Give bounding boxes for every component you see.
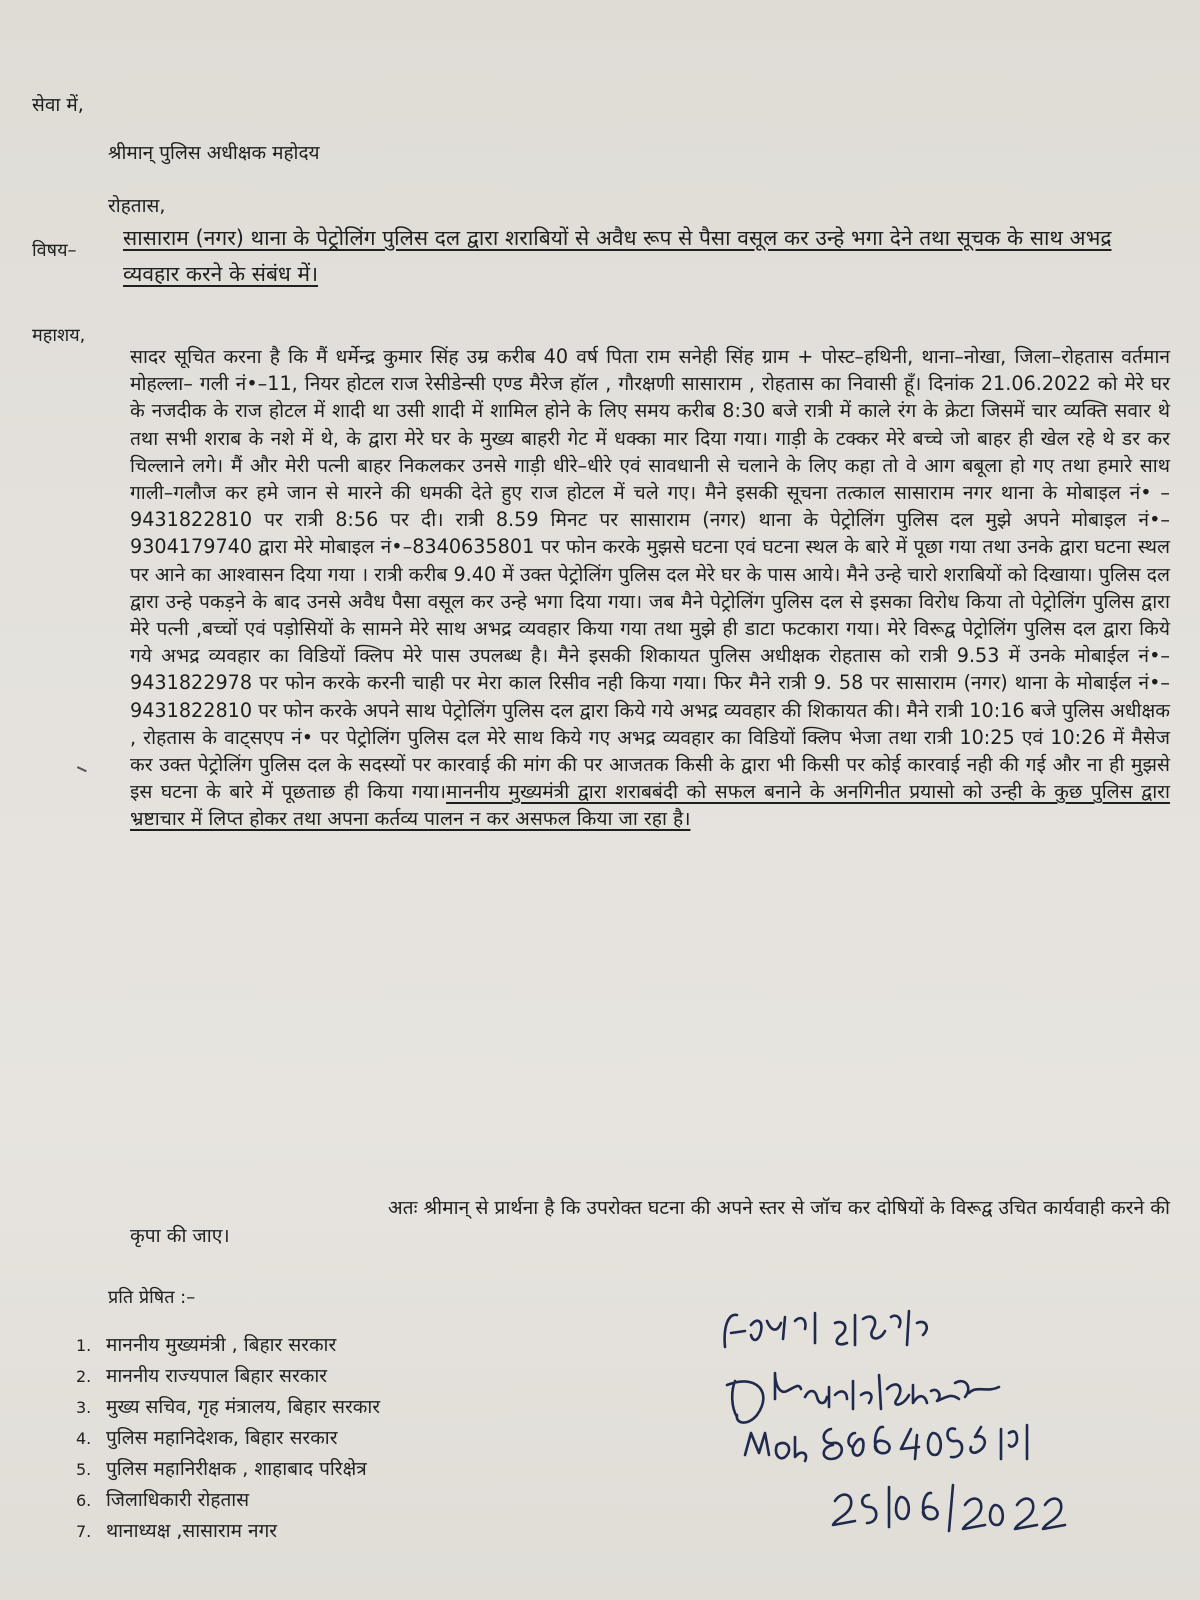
cc-item: 3. मुख्य सचिव, गृह मंत्रालय, बिहार सरकार [76,1396,381,1418]
addressee-location: रोहतास, [108,195,166,217]
body-paragraph: सादर सूचित करना है कि मैं धर्मेन्द्र कुमार सिंह उम्र करीब 40 वर्ष पिता राम सनेही सिंह ग्राम + पोस्ट–हथिनी, थाना–नोखा, जिला–रोहतास वर्तमान मोहल्ला– गली नं•–11, नियर होटल राज रेसीडेन्सी एण्ड मैरेज हॉल , गौरक्षणी सासाराम , रोहतास का निवासी हूँ। दिनांक 21.06.2022 को मेरे घर के नजदीक के राज होटल में शादी था उसी शादी में शामिल होने के लिए समय करीब 8:30 बजे रात्री में काले रंग के क्रेटा जिसमें चार व्यक्ति सवार थे तथा सभी शराब के नशे में थे, के द्वारा मेरे घर के मुख्य बाहरी गेट में धक्का मार दिया गया। गाड़ी के टक्कर मेरे बच्चे जो बाहर ही खेल रहे थे डर कर चिल्लाने लगे। मैं और मेरी पत्नी बाहर निकलकर उनसे गाड़ी धीरे–धीरे एवं सावधानी से चलाने के लिए कहा तो वे आग बबूला हो गए तथा हमारे साथ गाली–गलौज कर हमे जान से मारने की धमकी देते हुए राज होटल में चले गए। मैने इसकी सूचना तत्काल सासाराम नगर थाना के मोबाइल नं• – 9431822810 पर रात्री 8:56 पर दी। रात्री 8.59 मिनट पर सासाराम (नगर) थाना के पेट्रोलिंग पुलिस दल मुझे अपने मोबाइल नं•– 9304179740 द्वारा मेरे मोबाइल नं•–8340635801 पर फोन करके मुझसे घटना एवं घटना स्थल के बारे में पूछा गया तथा उनके द्वारा घटना स्थल पर आने का आश्वासन दिया गया । रात्री करीब 9.40 में उक्त पेट्रोलिंग पुलिस दल मेरे घर के पास आये। मैने उन्हे चारो शराबियों को दिखाया। पुलिस दल द्वारा उन्हे पकड़ने के बाद उनसे अवैध पैसा वसूल कर उन्हे भगा दिया गया। जब मैने पेट्रोलिंग पुलिस दल से इसका विरोध किया तो पेट्रोलिंग पुलिस द्वारा मेरे पत्नी ,बच्चों एवं पड़ोसियों के सामने मेरे साथ अभद्र व्यवहार किया गया तथा मुझे ही डाटा फटकारा गया। मेरे विरूद्व पेट्रोलिंग पुलिस दल द्वारा किये गये अभद्र व्यवहार का विडियों क्लिप मेरे पास उपलब्ध है। मैने इसकी शिकायत पुलिस अधीक्षक रोहतास को रात्री 9.53 में उनके मोबाईल नं•–9431822978 पर फोन करके करनी चाही पर मेरा काल रिसीव नही किया गया। फिर मैने रात्री 9. 58 पर सासाराम (नगर) थाना के मोबाईल नं•– 9431822810 पर फोन करके अपने साथ पेट्रोलिंग पुलिस दल द्वारा किये गये अभद्र व्यवहार की शिकायत की। मैने रात्री 10:16 बजे पुलिस अधीक्षक , रोहतास के वाट्सएप नं• पर पेट्रोलिंग पुलिस दल मेरे साथ किये गए अभद्र व्यवहार का विडियों क्लिप भेजा तथा रात्री 10:25 एवं 10:26 में मैसेज कर उक्त पेट्रोलिंग पुलिस दल के सदस्यों पर कारवाई की मांग की पर आजतक किसी के द्वारा भी किसी पर कोई कारवाई नही की गई और ना ही मुझसे इस घटना के बारे में पूछताछ ही किया गया। [130,345,1170,804]
cc-item: 6. जिलाधिकारी रोहतास [76,1489,250,1511]
addressee: श्रीमान् पुलिस अधीक्षक महोदय [108,142,320,164]
request-text: अतः श्रीमान् से प्रार्थना है कि उपरोक्त घटना की अपने स्तर से जॉच कर दोषियों के विरूद्व उचित कार्यवाही करने की कृपा की जाए। [130,1196,1170,1247]
cc-item: 7. थानाध्यक्ष ,सासाराम नगर [76,1520,278,1542]
subject-underlined: सासाराम (नगर) थाना के पेट्रोलिंग पुलिस दल द्वारा शराबियों से अवैध रूप से पैसा वसूल कर उन्हे भगा देने तथा सूचक के साथ अभद्र व्यवहार करने के संबंध में। [123,226,1112,286]
body-underlined-sentence: माननीय मुख्यमंत्री द्वारा शराबबंदी को सफल बनाने के अनगिनीत प्रयासो को उन्ही के कुछ पुलिस द्वारा भ्रष्टाचार में लिप्त होकर तथा अपना कर्तव्य पालन न कर असफल किया जा रहा है। [130,780,1171,831]
cc-item: 4. पुलिस महानिदेशक, बिहार सरकार [76,1427,338,1449]
handwritten-signature [705,1305,1155,1595]
signature-text-1: आपका विश्वासी [705,1305,711,1306]
salutation: महाशय, [32,325,86,346]
request-paragraph [130,1194,1170,1250]
margin-mark [75,766,87,776]
subject-text [123,220,1168,292]
cc-label: प्रति प्रेषित :– [108,1287,196,1308]
to-line: सेवा में, [32,94,84,116]
subject-label: विषय– [32,240,77,261]
cc-item: 5. पुलिस महानिरीक्षक , शाहाबाद परिक्षेत्र [76,1458,367,1480]
cc-item: 2. माननीय राज्यपाल बिहार सरकार [76,1365,328,1387]
cc-item: 1. माननीय मुख्यमंत्री , बिहार सरकार [76,1334,337,1356]
cc-list [76,1330,380,1547]
letter-body [130,343,1170,833]
